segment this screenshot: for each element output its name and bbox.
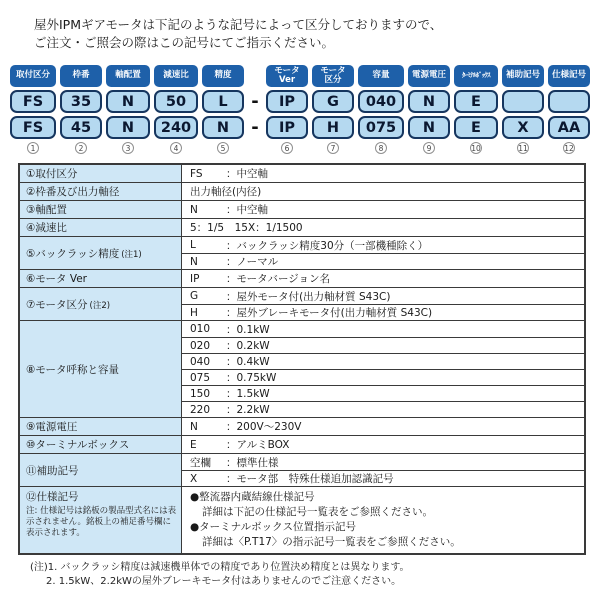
- spec-code: 010: [190, 323, 211, 335]
- value-box: 45: [60, 116, 102, 139]
- circled-number: 4: [170, 142, 182, 154]
- value-box: 50: [154, 90, 198, 113]
- spec-code: N: [190, 255, 198, 268]
- header-motor-ver-bottom: Ver: [278, 75, 296, 85]
- detail-bullet: ●ターミナルボックス位置指示記号: [190, 521, 357, 533]
- value-box: N: [408, 116, 450, 139]
- table-row-shaft-arrangement: [20, 200, 584, 218]
- header-spec-code: 仕様記号: [548, 65, 590, 87]
- row-label-text: ⑩ターミナルボックス: [26, 439, 130, 451]
- value-box: X: [502, 116, 544, 139]
- spec-code: 075: [190, 371, 211, 384]
- spec-code-details: [182, 487, 584, 553]
- spec-desc: ：0.1kW: [226, 323, 270, 336]
- row-label-text: ④減速比: [26, 222, 67, 234]
- diagram-value-row-2: [10, 116, 592, 139]
- header-precision: 精度: [202, 65, 244, 87]
- spec-desc: ：標準仕様: [226, 456, 279, 469]
- circled-number: 3: [122, 142, 134, 154]
- table-row-spec-code: [20, 486, 584, 553]
- intro-line-2: ご注文・ご照会の際はこの記号にてご指示ください。: [34, 35, 335, 50]
- value-box: FS: [10, 90, 56, 113]
- header-terminal-box: ﾀｰﾐﾅﾙﾎﾞｯｸｽ: [454, 65, 498, 87]
- spec-entry: [182, 385, 584, 401]
- diagram-number-row: [10, 142, 592, 154]
- row-label-text: ⑪補助記号: [26, 464, 79, 477]
- row-label-text: ②枠番及び出力軸径: [26, 186, 120, 198]
- spec-code: E: [190, 438, 197, 451]
- spec-entry: [182, 237, 584, 253]
- spec-desc: ：屋外モータ付(出力軸材質 S43C): [226, 290, 391, 303]
- spec-entry: [182, 454, 584, 470]
- value-box-empty: [502, 90, 544, 113]
- header-capacity: 容量: [358, 65, 404, 87]
- spec-desc: 出力軸径(内径): [190, 186, 262, 198]
- row-label: [20, 270, 182, 287]
- value-box: 075: [358, 116, 404, 139]
- spec-table: [18, 163, 586, 555]
- row-label: [20, 487, 182, 553]
- circled-number: 12: [564, 143, 574, 153]
- row-label: [20, 183, 182, 200]
- header-mounting-type: 取付区分: [10, 65, 56, 87]
- spec-entry: [182, 401, 584, 417]
- spec-desc: ：ノーマル: [226, 256, 279, 268]
- header-reduction-ratio: 減速比: [154, 65, 198, 87]
- row-label: [20, 436, 182, 453]
- value-box: AA: [548, 116, 590, 139]
- spec-entry: [182, 304, 584, 320]
- value-box: IP: [266, 116, 308, 139]
- spec-desc: ：1.5kW: [226, 388, 270, 400]
- spec-desc: ：0.75kW: [226, 372, 277, 384]
- value-box: L: [202, 90, 244, 113]
- row-label: [20, 288, 182, 320]
- spec-desc: ：0.2kW: [226, 340, 270, 352]
- circled-number: 1: [27, 142, 39, 154]
- footnotes: [30, 561, 600, 589]
- circled-number: 8: [375, 142, 387, 154]
- spec-desc: ：モータ部 特殊仕様追加認識記号: [226, 473, 394, 485]
- header-power-voltage: 電源電圧: [408, 65, 450, 87]
- value-box: N: [202, 116, 244, 139]
- header-frame-number: 枠番: [60, 65, 102, 87]
- value-box: N: [408, 90, 450, 113]
- spec-entry: [182, 202, 584, 218]
- row-label-text: ⑦モータ区分: [26, 298, 88, 311]
- spec-code: FS: [190, 167, 203, 180]
- spec-entry: [182, 470, 584, 486]
- spec-desc: ：2.2kW: [226, 404, 270, 416]
- header-auxiliary-code: 補助記号: [502, 65, 544, 87]
- header-motor-class: [312, 65, 354, 87]
- intro-text: [34, 16, 600, 52]
- row-label: [20, 321, 182, 417]
- spec-entry: [182, 337, 584, 353]
- dash-separator: -: [251, 91, 259, 112]
- table-row-reduction-ratio: [20, 218, 584, 236]
- value-box: E: [454, 116, 498, 139]
- value-box: N: [106, 116, 150, 139]
- spec-entry: [182, 184, 584, 200]
- diagram-value-row-1: [10, 90, 592, 113]
- row-label-text: ①取付区分: [26, 168, 78, 180]
- spec-entry: [182, 288, 584, 304]
- detail-text: 詳細は下記の仕様記号一覧表をご参照ください。: [202, 506, 433, 518]
- spec-desc: ：中空軸: [226, 204, 268, 216]
- spec-code: L: [190, 239, 196, 251]
- footnote-2: 2. 1.5kW、2.2kWの屋外ブレーキモータ付はありませんのでご注意ください。: [46, 576, 402, 587]
- value-box: E: [454, 90, 498, 113]
- spec-desc: 5：1/5 15X：1/1500: [190, 222, 303, 234]
- row-label: [20, 165, 182, 182]
- value-box: 240: [154, 116, 198, 139]
- spec-desc: ：屋外ブレーキモータ付(出力軸材質 S43C): [226, 307, 433, 319]
- diagram-header-row: [10, 65, 592, 87]
- spec-code: X: [190, 472, 198, 485]
- value-box: H: [312, 116, 354, 139]
- spec-desc: ：アルミBOX: [226, 439, 290, 451]
- value-box: 040: [358, 90, 404, 113]
- value-box: IP: [266, 90, 308, 113]
- row-label-text: ⑧モータ呼称と容量: [26, 363, 119, 376]
- detail-text: 詳細は〈P.T17〉の指示記号一覧表をご参照ください。: [202, 536, 461, 548]
- header-motor-class-top: モータ: [320, 65, 346, 76]
- footnote-1: (注)1. バックラッシ精度は減速機単体での精度であり位置決め精度とは異なります。: [30, 562, 410, 573]
- spec-desc: ：モータバージョン名: [226, 273, 331, 285]
- row-label-note: (注2): [89, 300, 111, 311]
- spec-entry: [182, 353, 584, 369]
- value-box: G: [312, 90, 354, 113]
- dash-separator: -: [251, 117, 259, 138]
- circled-number: 7: [327, 142, 339, 154]
- spec-desc: ：0.4kW: [226, 356, 270, 368]
- row-label: [20, 454, 182, 486]
- intro-line-1: 屋外IPMギアモータは下記のような記号によって区分しておりますので、: [34, 17, 443, 32]
- row-label-text: ⑥モータ Ver: [26, 273, 87, 285]
- circled-number: 6: [281, 142, 293, 154]
- spec-desc: ：200V～230V: [226, 421, 302, 433]
- row-label-text: ⑫仕様記号: [26, 491, 79, 503]
- spec-code: 020: [190, 339, 211, 352]
- spec-code: 空欄: [190, 456, 211, 469]
- detail-bullet: ●整流器内蔵結線仕様記号: [190, 491, 315, 503]
- header-motor-class-bottom: 区分: [324, 75, 342, 85]
- spec-entry: [182, 437, 584, 453]
- spec-entry: [182, 253, 584, 269]
- circled-number: 11: [518, 143, 528, 153]
- spec-code: 150: [190, 387, 211, 400]
- table-row-power-voltage: [20, 417, 584, 435]
- row-label: [20, 237, 182, 269]
- table-row-mounting-type: [20, 165, 584, 182]
- table-row-motor-ver: [20, 269, 584, 287]
- spec-entry: [182, 321, 584, 337]
- spec-code: 040: [190, 355, 211, 368]
- spec-code: N: [190, 203, 198, 216]
- row-label: [20, 418, 182, 435]
- spec-desc: ：中空軸: [226, 168, 268, 180]
- spec-code: IP: [190, 272, 200, 285]
- header-shaft-arrangement: 軸配置: [106, 65, 150, 87]
- value-box-empty: [548, 90, 590, 113]
- spec-entry: [182, 220, 584, 236]
- row-label-text: ⑤バックラッシ精度: [26, 247, 120, 260]
- spec-code: G: [190, 290, 199, 302]
- table-row-motor-class: [20, 287, 584, 320]
- circled-number: 9: [423, 142, 435, 154]
- value-box: 35: [60, 90, 102, 113]
- row-label-text: ⑨電源電圧: [26, 421, 78, 433]
- spec-code: 220: [190, 403, 211, 416]
- table-row-terminal-box: [20, 435, 584, 453]
- row-label: [20, 201, 182, 218]
- circled-number: 2: [75, 142, 87, 154]
- table-row-auxiliary-code: [20, 453, 584, 486]
- spec-code: N: [190, 420, 198, 433]
- spec-code: H: [190, 306, 198, 319]
- row-label-note: (注1): [121, 249, 142, 260]
- row-label: [20, 219, 182, 236]
- row-label-text: ③軸配置: [26, 204, 67, 216]
- table-row-frame-number: [20, 182, 584, 200]
- model-code-diagram: [10, 65, 592, 154]
- circled-number: 5: [217, 142, 229, 154]
- spec-entry: [182, 419, 584, 435]
- header-motor-ver-top: モータ: [274, 65, 300, 76]
- table-row-motor-capacity: [20, 320, 584, 417]
- row-label-footnote: 注: 仕様記号は銘板の製品型式名には表示されません。銘板上の補足番号欄に表示されます。: [26, 506, 177, 538]
- spec-desc: ：バックラッシ精度30分（一部機種除く）: [226, 239, 429, 252]
- value-box: N: [106, 90, 150, 113]
- table-row-backlash-precision: [20, 236, 584, 269]
- circled-number: 10: [471, 143, 481, 153]
- spec-entry: [182, 369, 584, 385]
- spec-entry: [182, 166, 584, 182]
- value-box: FS: [10, 116, 56, 139]
- spec-entry: [182, 271, 584, 287]
- header-motor-ver: [266, 65, 308, 87]
